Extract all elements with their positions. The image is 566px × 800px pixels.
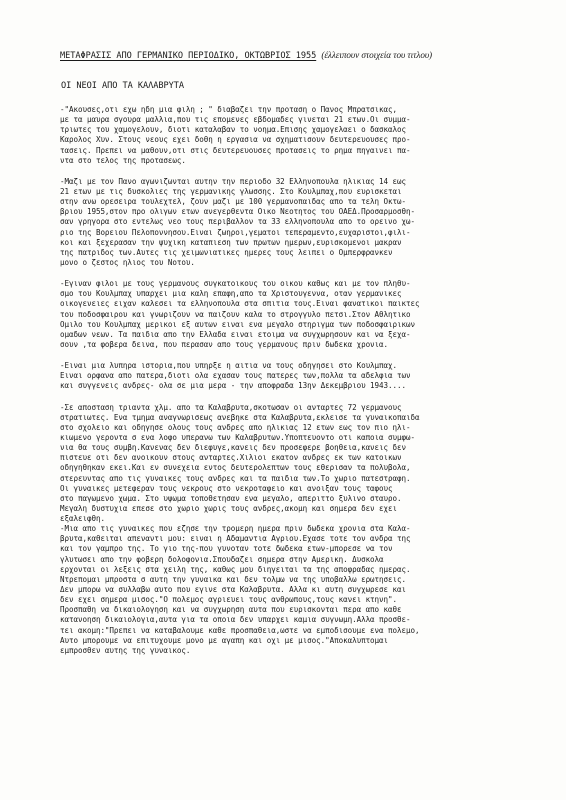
text-line: κιωμενο γεροντα σ ενα λοφο υπερανω των Καλαβρυτων.Υποπτευοντο οτι καποια συμφω-: [60, 432, 415, 442]
document-header: [60, 50, 530, 62]
text-line: Καρολος Χυν. Στους νεους εχει δοθη η εργασια να σχηματισουν δευτερευουσες προ-: [60, 135, 411, 145]
text-line: στην ανω ορεσειρα τουλεχτελ, ζουν μαζι με 100 γερμανοπαιδας απο τα τελη Οκτω-: [60, 197, 407, 207]
text-line: με τα μαυρα σγουρα μαλλια,που τις επομενες εβδομαδες γινεται 21 ετων.Οι συμμα-: [60, 115, 411, 125]
text-line: -Μαζι με τον Πανο αγωνιζωνται αυτην την περιοδο 32 Ελληνοπουλα ηλικιας 14 εως: [60, 176, 407, 186]
text-line: Ομιλο του Κουλμπαχ μερικοι εξ αυτων ειναι ενα μεγαλο στηριγμα των ποδοσφαιρικων: [60, 319, 415, 329]
text-line: βριου 1955,στον προ ολιγων ετων ανεγερθεντα Οικο Νεοτητος του ΟΑΕΔ.Προσαρμοσθη-: [60, 207, 415, 217]
text-line: και συγγενεις ανδρες- ολα σε μια μερα - την αποφραδα 13ην Δεκεμβριου 1943....: [60, 381, 407, 391]
text-line: τριωτες του χαμογελουν, διοτι καταλαβαν το νοημα.Επισης χαμογελαει ο δασκαλος: [60, 125, 407, 135]
text-line: στο σχολειο και οδηγησε ολους τους ανδρες απο ηλικιας 12 ετων εως τον πιο ηλι-: [60, 422, 411, 432]
text-line: Μεγαλη δυστυχια επεσε στο χωριο χωρις τους ανδρες,ακομη και σημερα δεν εχει: [60, 503, 398, 513]
text-line: τει ακομη:"Πρεπει να καταβαλουμε καθε προσπαθεια,ωστε να εμποδισουμε ενα πολεμο,: [60, 625, 420, 635]
header-translation-source: ΜΕΤΑΦΡΑΣΙΣ ΑΠΟ ΓΕΡΜΑΝΙΚΟ ΠΕΡΙΟΔΙΚΟ, ΟΚΤΩΒΡΙΟΣ 1955: [60, 51, 317, 61]
paragraph-2: [60, 177, 510, 268]
paragraph-3: [60, 279, 510, 350]
text-line: ερχονται οι λεξεις στα χειλη της, καθως μου διηγειται τα της αποφραδας ημερας.: [60, 564, 411, 574]
text-line: πιστευε οτι δεν ανοικουν στους ανταρτες.Χιλιοι εκατον ανδρες εκ των κατοικων: [60, 453, 402, 463]
text-line: 21 ετων με τις δυσκολιες της γερμανικης γλωσσης. Στο Κουλμπαχ,που ευρισκεται: [60, 186, 402, 196]
text-line: Προσπαθη να δικαιολογηση και να συγχωρηση αυτα που ευρισκονται περα απο καθε: [60, 605, 402, 615]
text-line: -Ειναι μια λυπηρα ιστορια,που υπηρξε η αιτια να τους οδηγησει στο Κουλμπαχ.: [60, 361, 398, 371]
text-line: και τον γαμπρο της. Το γιο της-που γυνοταν τοτε δωδεκα ετων-μπορεσε να τον: [60, 544, 393, 554]
text-line: εξαλειφθη.: [60, 514, 105, 524]
article-title: ΟΙ ΝΕΟΙ ΑΠΟ ΤΑ ΚΑΛΑΒΡΥΤΑ: [61, 81, 184, 91]
text-line: σουν ,τα φοβερα δεινα, που περασαν απο τους γερμανους πριν δωδεκα χρονια.: [60, 339, 389, 349]
text-line: ριο της Βορειου Πελοποννησου.Ειναι ζωηροι,γεματοι τεπεραμεντο,ευχαριστοι,φιλι-: [60, 227, 411, 237]
text-line: Δεν μπορω να συλλαβω αυτο που εγινε στα Καλαβρυτα. Αλλα κι αυτη συγχωρεσε και: [60, 585, 407, 595]
article-body: [60, 105, 510, 667]
text-line: -Σε αποσταση τριαντα χλμ. απο τα Καλαβρυτα,σκοτωσαν οι ανταρτες 72 γερμανους: [60, 402, 402, 412]
text-line: Οι γυναικες μετεφεραν τους νεκρους στο νεκροταφειο και ανοιξαν τους ταφους: [60, 483, 393, 493]
paragraph-5: [60, 403, 510, 657]
text-line: -Μια απο τις γυναικες που εζησε την τρομερη ημερα πριν δωδεκα χρονια στα Καλα-: [60, 524, 411, 534]
text-line: νια θα τους συμβη.Κανενας δεν διεφυγε,κανεις δεν προσεφερε βοηθεια,κανεις δεν: [60, 443, 407, 453]
text-line: Ντρεπομαι μπροστα σ αυτη την γυναικα και δεν τολμω να της υποβαλλω ερωτησεις.: [60, 574, 407, 584]
text-line: Ειναι ορφανα απο πατερα,διοτι ολα εχασαν τους πατερες των,πολλα τα αδελφια των: [60, 371, 411, 381]
text-line: κατανοηση δικαιολογια,αυτα για τα οποια δεν υπαρχει καμια συγνωμη.Αλλα προσθε-: [60, 615, 411, 625]
text-line: του ποδοσφαιρου και γνωριζουν να παιζουν καλα το στρογγυλο πετσι.Στον Αθλητικο: [60, 309, 411, 319]
text-line: εμπροσθεν αυτης της γυναικος.: [60, 645, 191, 655]
text-line: ομαδων νεων. Τα παιδια απο την Ελλαδα ειναι ετοιμα να συγχωρησουν και να ξεχα-: [60, 329, 411, 339]
text-line: μονο ο ζεστος ηλιος του Νοτου.: [60, 257, 195, 267]
text-line: της πατριδος των.Αυτες τις χειμωνιατικες ημερες τους λειπει ο Ομπερφρανκεν: [60, 247, 393, 257]
text-line: -Εγιναν φιλοι με τους γερμανους συγκατοικους του οικου καθως και με τον πληθυ-: [60, 279, 411, 289]
text-line: οικογενειες ειχαν καλεσει τα ελληνοπουλα στα σπιτια τους.Ειναι φανατικοι παικτες: [60, 299, 420, 309]
text-line: σμο του Κουλμπαχ υπαρχει μια καλη επαφη,απο τα Χριστουγεννα, οταν γερμανικες: [60, 289, 402, 299]
text-line: στρατιωτες. Ενα τμημα αναγνωρισεως ανεβηκε στα Καλαβρυτα,εκλεισε τα γυναικοπαιδα: [60, 412, 420, 422]
paragraph-4: [60, 361, 510, 391]
text-line: στερευντας απο τις γυναικες τους ανδρες και τα παιδια των.Το χωριο πατεστραφη.: [60, 473, 411, 483]
text-line: γλυτωσει απο την φοβερη δολοφονια.Σπουδαζει σημερα στην Αμερικη. Δυσκολα: [60, 554, 384, 564]
paragraph-1: [60, 105, 510, 166]
text-line: στο παγωμενο χωμα. Στο υψωμα τοποθετησαν ενα μεγαλο, απεριττο ξυλινο σταυρο.: [60, 493, 402, 503]
text-line: κοι και ξεχερασαν την ψυχικη καταπιεση των πρωτων ημερων,ευρισκομενοι μακραν: [60, 237, 402, 247]
text-line: σαν γρηγορα στο εντελως νεο τους περιβαλλον τα 33 ελληνοπουλα απο το ορεινο χω-: [60, 217, 415, 227]
text-line: βρυτα,καθειται απεναντι μου: ειναι η Αδαμαντια Αγριου.Εχασε τοτε τον ανδρα της: [60, 534, 411, 544]
text-line: δεν εχει σημερα μισος."Ο πολεμος αγριευει τους ανθρωπους,τους κανει κτηνη".: [60, 595, 398, 605]
header-handwritten-note: (έλλειπουν στοιχεία του τιτλου): [321, 50, 433, 60]
text-line: οδηγηθηκαν εκει.Και εν συνεχεια εντος δευτερολεπτων τους εθερισαν τα πολυβολα,: [60, 463, 411, 473]
text-line: τασεις. Πρεπει να μαθουν,οτι στις δευτερευουσες προτασεις το ρημα πηγαινει πα-: [60, 145, 411, 155]
text-line: ντα στο τελος της προτασεως.: [60, 155, 186, 165]
text-line: Αυτο μπορουμε να επιτυχουμε μονο με αγαπη και οχι με μισος."Αποκαλυπτομαι: [60, 635, 389, 645]
text-line: -"Ακουσες,οτι εχω ηδη μια φιλη ; " διαβαζει την προταση ο Πανος Μπρατσικας,: [60, 105, 398, 114]
